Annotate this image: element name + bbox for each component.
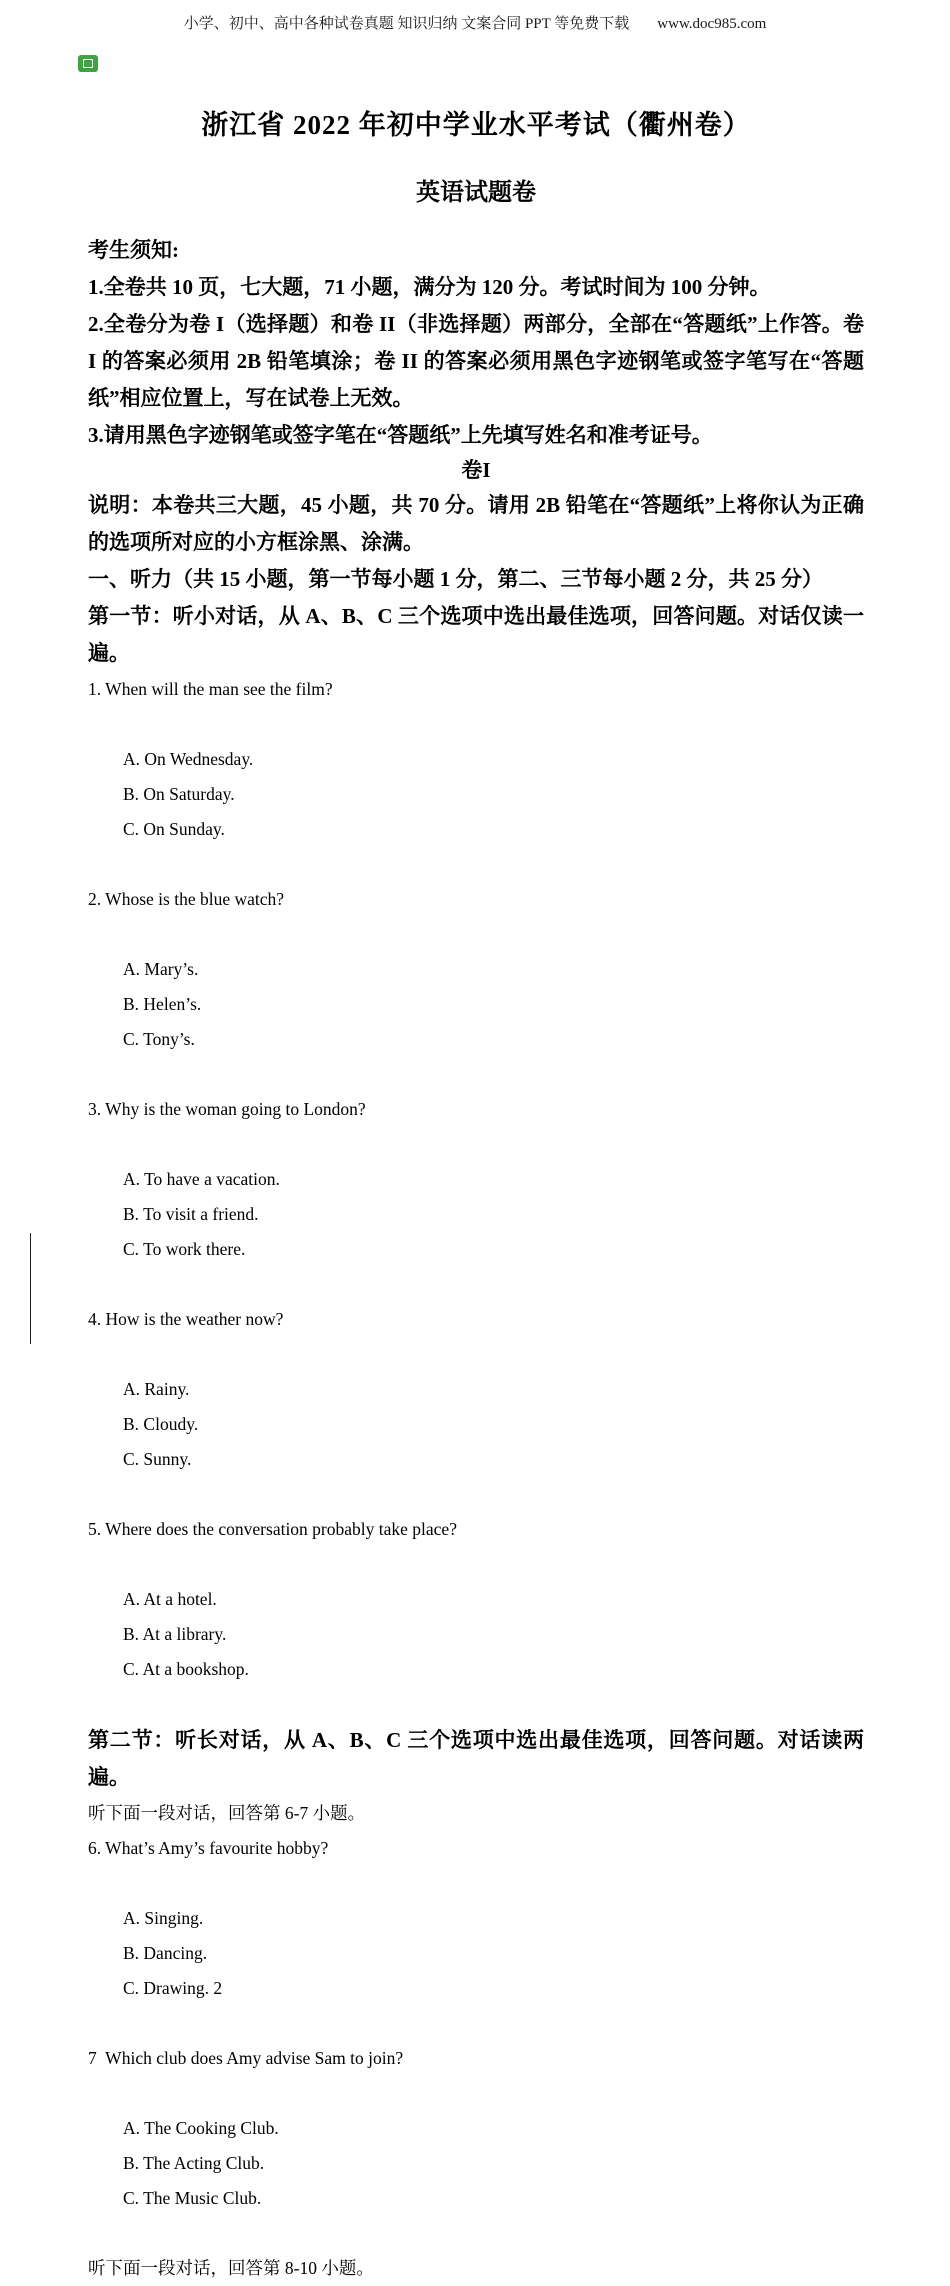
option-b: B. The Acting Club. bbox=[123, 2153, 265, 2173]
option-c: C. Sunny. bbox=[123, 1449, 192, 1469]
dialog2-note: 听下面一段对话，回答第 8-10 小题。 bbox=[88, 2258, 374, 2278]
question-text: 4. How is the weather now? bbox=[88, 1309, 284, 1329]
site-badge-icon bbox=[78, 55, 98, 72]
option-a: A. The Cooking Club. bbox=[123, 2118, 279, 2138]
option-b: B. On Saturday. bbox=[123, 784, 235, 804]
option-a: A. Mary’s. bbox=[123, 959, 199, 979]
exam-subtitle: 英语试题卷 bbox=[416, 180, 536, 206]
dialog1-note: 听下面一段对话，回答第 6-7 小题。 bbox=[88, 1803, 366, 1823]
question-block-1 bbox=[88, 672, 864, 882]
option-c: C. The Music Club. bbox=[123, 2188, 262, 2208]
question-options bbox=[88, 2076, 864, 2251]
option-c: C. To work there. bbox=[123, 1239, 246, 1259]
listening-heading: 一、听力（共 15 小题，第一节每小题 1 分，第二、三节每小题 2 分，共 25 分） bbox=[88, 567, 823, 591]
option-a: A. At a hotel. bbox=[123, 1589, 217, 1609]
exam-title: 浙江省 2022 年初中学业水平考试（衢州卷） bbox=[201, 110, 751, 140]
option-c: C. Tony’s. bbox=[123, 1029, 195, 1049]
question-text: 3. Why is the woman going to London? bbox=[88, 1099, 366, 1119]
option-b: B. To visit a friend. bbox=[123, 1204, 259, 1224]
option-b: B. Dancing. bbox=[123, 1943, 208, 1963]
notice-heading: 考生须知: bbox=[88, 238, 179, 262]
question-options bbox=[88, 1866, 864, 2041]
badge-glyph-icon bbox=[83, 59, 93, 68]
site-url: www.doc985.com bbox=[657, 16, 767, 32]
notice-item-1: 1.全卷共 10 页，七大题，71 小题，满分为 120 分。考试时间为 100 分钟。 bbox=[88, 275, 771, 299]
paper1-heading: 卷I bbox=[461, 458, 491, 482]
option-b: B. Helen’s. bbox=[123, 994, 202, 1014]
question-options bbox=[88, 917, 864, 1092]
paper1-note: 说明：本卷共三大题，45 小题，共 70 分。请用 2B 铅笔在“答题纸”上将你认为正确的选项所对应的小方框涂黑、涂满。 bbox=[88, 493, 864, 554]
question-options bbox=[88, 1337, 864, 1512]
option-b: B. At a library. bbox=[123, 1624, 227, 1644]
notice-item-2: 2.全卷分为卷 I（选择题）和卷 II（非选择题）两部分，全部在“答题纸”上作答。卷 I 的答案必须用 2B 铅笔填涂；卷 II 的答案必须用黑色字迹钢笔或签字笔写在“答题纸”相应位置上，写在试卷上无效。 bbox=[88, 312, 864, 410]
question-text: 2. Whose is the blue watch? bbox=[88, 889, 285, 909]
promo-text: 小学、初中、高中各种试卷真题 知识归纳 文案合同 PPT 等免费下载 bbox=[183, 16, 630, 32]
question-block-5 bbox=[88, 1512, 864, 1722]
question-text: 7 Which club does Amy advise Sam to join? bbox=[88, 2048, 404, 2068]
document-body bbox=[88, 107, 864, 2286]
page-edge-rule bbox=[30, 1233, 31, 1344]
question-options bbox=[88, 1127, 864, 1302]
part1-heading: 第一节：听小对话，从 A、B、C 三个选项中选出最佳选项，回答问题。对话仅读一遍。 bbox=[88, 604, 864, 665]
question-text: 5. Where does the conversation probably take place? bbox=[88, 1519, 457, 1539]
question-text: 6. What’s Amy’s favourite hobby? bbox=[88, 1838, 329, 1858]
option-a: A. On Wednesday. bbox=[123, 749, 254, 769]
question-text: 1. When will the man see the film? bbox=[88, 679, 333, 699]
option-a: A. Rainy. bbox=[123, 1379, 190, 1399]
question-block-2 bbox=[88, 882, 864, 1092]
option-b: B. Cloudy. bbox=[123, 1414, 199, 1434]
question-block-6 bbox=[88, 1831, 864, 2041]
notice-item-3: 3.请用黑色字迹钢笔或签字笔在“答题纸”上先填写姓名和准考证号。 bbox=[88, 423, 713, 447]
option-c: C. At a bookshop. bbox=[123, 1659, 249, 1679]
question-options bbox=[88, 707, 864, 882]
option-a: A. Singing. bbox=[123, 1908, 204, 1928]
option-c: C. On Sunday. bbox=[123, 819, 225, 839]
question-block-7 bbox=[88, 2041, 864, 2251]
question-options bbox=[88, 1547, 864, 1722]
option-a: A. To have a vacation. bbox=[123, 1169, 280, 1189]
promo-header bbox=[0, 12, 950, 33]
question-block-3 bbox=[88, 1092, 864, 1302]
option-c: C. Drawing. 2 bbox=[123, 1978, 223, 1998]
question-block-4 bbox=[88, 1302, 864, 1512]
part2-heading: 第二节：听长对话，从 A、B、C 三个选项中选出最佳选项，回答问题。对话读两遍。 bbox=[88, 1728, 864, 1789]
